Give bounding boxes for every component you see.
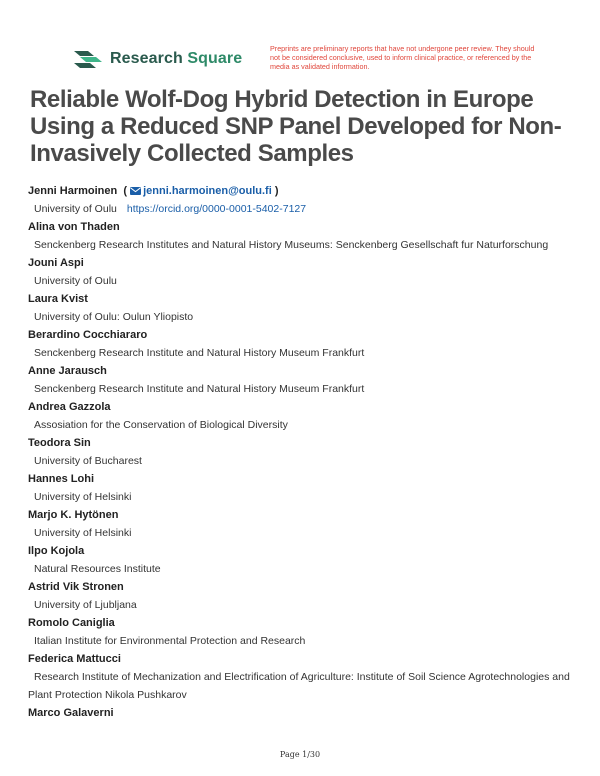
author-affiliation: University of Oulu: Oulun Yliopisto [34, 311, 194, 323]
author-name: Marjo K. Hytönen [28, 509, 119, 521]
author-name: Romolo Caniglia [28, 617, 115, 629]
logo-wordmark [110, 50, 242, 68]
author-affiliation: Research Institute of Mechanization and Electrification of Agriculture: Institute of Soil Science Agrotechnologies and Plant Protection Nikola Pushkarov [28, 671, 570, 701]
author-entry [28, 326, 573, 344]
orcid-link[interactable]: https://orcid.org/0000-0001-5402-7127 [126, 203, 307, 215]
author-name: Jenni Harmoinen [28, 185, 118, 197]
author-name: Anne Jarausch [28, 365, 107, 377]
author-entry [28, 434, 573, 452]
research-square-logo[interactable] [72, 48, 242, 70]
author-name: Teodora Sin [28, 437, 91, 449]
author-name: Ilpo Kojola [28, 545, 85, 557]
author-entry [28, 470, 573, 488]
author-name: Federica Mattucci [28, 653, 121, 665]
author-affiliation: Italian Institute for Environmental Protection and Research [34, 635, 306, 647]
logo-word-square: Square [187, 50, 243, 67]
affiliation-text: University of Oulu [34, 203, 117, 215]
paper-title: Reliable Wolf-Dog Hybrid Detection in Europe Using a Reduced SNP Panel Developed for Non-Invasively Collected Samples [30, 86, 562, 167]
author-affiliation: Senckenberg Research Institutes and Natural History Museums: Senckenberg Gesellschaft fur Naturforschung [34, 239, 549, 251]
author-affiliation: University of Ljubljana [34, 599, 137, 611]
author-list [28, 182, 573, 722]
author-affiliation: University of Helsinki [34, 527, 132, 539]
author-affiliation: Assosiation for the Conservation of Biological Diversity [34, 419, 288, 431]
corresponding-author [28, 182, 573, 200]
author-entry [28, 398, 573, 416]
author-name: Berardino Cocchiararo [28, 329, 148, 341]
author-entry [28, 650, 573, 668]
author-entry [28, 254, 573, 272]
author-affiliation: University of Bucharest [34, 455, 142, 467]
author-affiliation: Senckenberg Research Institute and Natural History Museum Frankfurt [34, 347, 365, 359]
author-entry [28, 506, 573, 524]
author-name: Andrea Gazzola [28, 401, 111, 413]
author-entry [28, 704, 573, 722]
author-name: Jouni Aspi [28, 257, 84, 269]
close-paren: ) [274, 185, 279, 197]
author-name: Hannes Lohi [28, 473, 95, 485]
author-name: Laura Kvist [28, 293, 88, 305]
email-wrapper [120, 185, 278, 197]
open-paren: ( [123, 185, 128, 197]
logo-word-research: Research [110, 50, 183, 67]
author-entry [28, 362, 573, 380]
envelope-icon [130, 187, 141, 195]
author-name: Marco Galaverni [28, 707, 114, 719]
author-entry [28, 290, 573, 308]
author-affiliation: Senckenberg Research Institute and Natural History Museum Frankfurt [34, 383, 365, 395]
author-entry [28, 578, 573, 596]
author-name: Astrid Vik Stronen [28, 581, 124, 593]
author-affiliation [28, 200, 573, 218]
author-name: Alina von Thaden [28, 221, 120, 233]
author-affiliation: University of Oulu [34, 275, 117, 287]
author-affiliation: Natural Resources Institute [34, 563, 161, 575]
page-number: Page 1/30 [279, 750, 321, 759]
author-entry [28, 614, 573, 632]
preprint-disclaimer: Preprints are preliminary reports that have not undergone peer review. They should not be considered conclusive, used to inform clinical practice, or referenced by the media as validated information. [270, 44, 535, 71]
author-entry [28, 218, 573, 236]
author-affiliation: University of Helsinki [34, 491, 132, 503]
author-entry [28, 542, 573, 560]
author-email-link[interactable]: jenni.harmoinen@oulu.fi [143, 185, 272, 197]
research-square-logo-icon [72, 48, 104, 70]
